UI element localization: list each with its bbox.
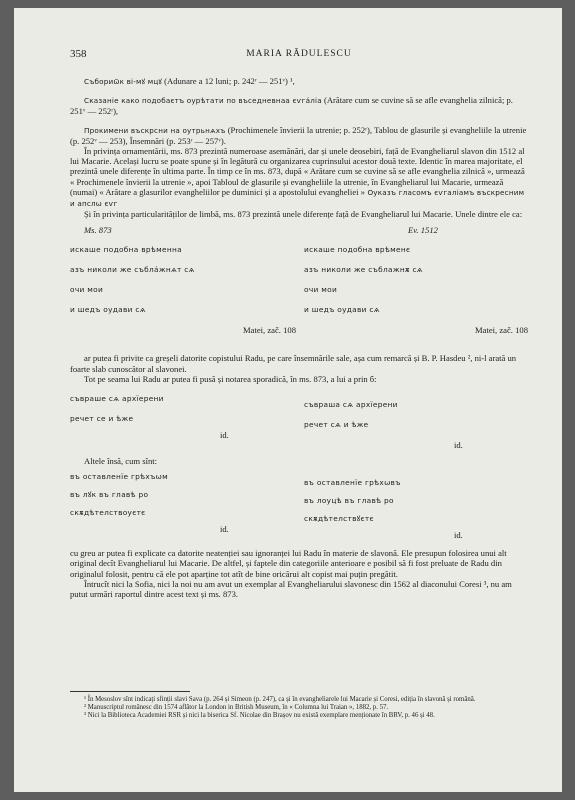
right-line: съвраша сѧ архїерени — [304, 400, 398, 410]
left-reference: id. — [220, 430, 229, 441]
slavonic-title: Сказаніе како подобаєтъ оурѣтати по въседневнаа єѵга́ліа — [84, 96, 322, 106]
left-heading: Ms. 873 — [84, 225, 112, 236]
page-header — [70, 48, 528, 62]
paragraph-text: (Adunare a 12 luni; p. 242ʳ — 251ᵛ) ¹, — [162, 76, 295, 86]
left-reference: id. — [220, 524, 229, 535]
main-text — [70, 76, 528, 599]
paragraph-text: (Arătare cum se cuvine să se afle evangheliа zilnică; p. 251ᵛ — 252ʳ), — [70, 95, 513, 117]
slavonic-title: Оуказъ гласомъ єѵгаліамъ въскресним и апслѡ єѵг — [70, 187, 525, 209]
footnote-divider — [70, 691, 190, 692]
paragraph-text: În privința ornamentării, ms. 873 prezintă numeroase asemănări, dar și unele deosebiri, față de Evangheliarul slavon din 1512 al lui Macarie. Același lucru se poate spune și în legătură cu organizarea cuprinsului acestor două texte. Identic în marea majoritate, el prezintă unele diferențe în ultima parte. În timp ce în ms. 873, după « Arătare cum se cuvine să se afle evangheliа zilnică », urmează « Prochimenele învierii la utrenie », apoi Tabloul de glasurile și evangheliile la utrenie, în Evangheliarul lui Macarie, urmează (numai) « Arătare a glasurilor evangheliilor pe duminici și a apostolului evangheliei » — [70, 146, 525, 197]
right-line: очи мои — [304, 285, 338, 295]
paragraph-text: (Prochimenele învierii la utrenie; p. 252ʳ), Tablou de glasurile și evangheliile la utrenie (p. 252ᵛ — 253), Însemnări (p. 253ʳ — 257ᵛ). — [70, 124, 527, 146]
right-line: азъ николи же съблажнѫ сѧ — [304, 265, 423, 275]
left-line: съвраше сѧ архїерени — [70, 394, 164, 404]
footnote-3: ³ Nici la Biblioteca Academiei RSR și nici la biserica Sf. Nicolae din Brașov nu există exemplare menționate în BRV, p. 46 și 48. — [84, 712, 435, 720]
comparison-block — [70, 225, 528, 345]
left-reference: Matei, zač. 108 — [243, 325, 296, 336]
left-line: скѫдѣтелствоуєтє — [70, 508, 146, 518]
document-page — [14, 8, 562, 792]
paragraph-4 — [70, 146, 528, 209]
paragraph-8: Altele însă, cum sînt: — [84, 456, 158, 467]
slavonic-title: Прокимени въскрсни на оутрьнѧхъ — [84, 125, 226, 135]
paragraph-5: Și în privința particularităților de limbă, ms. 873 prezintă unele diferențe față de Evangheliarul lui Macarie. Unele dintre ele ca: — [84, 209, 523, 220]
paragraph-10: Întrucît nici la Sofia, nici la noi nu am avut un exemplar al Evangheliarului slavonesc din 1562 al diaconului Coresi ³, nu am putut urmări raportul dintre acest text și ms. 873. — [70, 578, 512, 600]
left-line: речет се и ѣже — [70, 414, 134, 424]
right-reference: id. — [454, 440, 463, 451]
page-number: 358 — [70, 48, 87, 60]
right-line: скѫдѣтелствꙋєтє — [304, 514, 374, 524]
left-line: азъ николи же събла́жнѧт сѧ — [70, 265, 195, 275]
paragraph-2 — [70, 95, 528, 116]
variants-block — [70, 470, 528, 541]
left-line: искаше подобна врѣменна — [70, 245, 182, 255]
paragraph-9: cu greu ar putea fi explicate ca datorite neatenției sau ignoranței lui Radu în materie de slavonă. Ele presupun folosirea unui alt original decît Evangheliarul lui Macarie. De altfel, și faptele din categoriile anterioare e posibil să fi fost preluate de Radu din originalul folosit, pentru că ele pot aparține tot atît de bine oricărui alt copist mai puțin pregătit. — [70, 548, 507, 579]
right-line: въ лоуцѣ въ главѣ ро — [304, 496, 394, 506]
footnotes — [70, 696, 528, 721]
right-line: речет сѧ и ѣже — [304, 420, 369, 430]
right-heading: Ev. 1512 — [408, 225, 438, 236]
right-reference: Matei, zač. 108 — [475, 325, 528, 336]
paragraph-7: Tot pe seama lui Radu ar putea fi pusă și notarea sporadică, în ms. 873, a lui а prin б: — [84, 373, 377, 384]
paragraph-6: ar putea fi privite ca greșeli datorite copistului Radu, pe care însemnările sale, așa cum remarcă și B. P. Hasdeu ², ni-l arată un foarte slab cunoscător al slavonei. — [70, 353, 517, 374]
footnote-2: ² Manuscriptul românesc din 1574 aflător la London in British Museum, în « Columna lui Traian », 1882, p. 57. — [84, 704, 389, 712]
running-title: MARIA RĂDULESCU — [246, 49, 352, 59]
left-line: въ лꙋк въ главѣ ро — [70, 490, 149, 500]
right-line: въ оставленїе грѣхѡвъ — [304, 478, 401, 488]
right-line: искаше подобна врѣменє — [304, 245, 411, 255]
paragraph-1 — [84, 76, 528, 87]
right-reference: id. — [454, 530, 463, 541]
paragraph-3 — [70, 125, 528, 146]
left-line: и шедъ оудави сѧ — [70, 305, 146, 315]
left-line: очи мои — [70, 285, 104, 295]
right-line: и шедъ оудави сѧ — [304, 305, 380, 315]
slavonic-title: Събориѿк ві-мꙋ мцꙋ — [84, 77, 162, 86]
footnote-1: ¹ În Mesoslov sînt indicați sfinții slavi Sava (p. 264 și Simeon (p. 247), ca și în evangheliarele lui Macarie și Coresi, ediția în slavonă și română. — [84, 696, 476, 703]
spelling-block — [70, 390, 528, 452]
left-line: въ оставленїе грѣхъѡм — [70, 472, 168, 482]
